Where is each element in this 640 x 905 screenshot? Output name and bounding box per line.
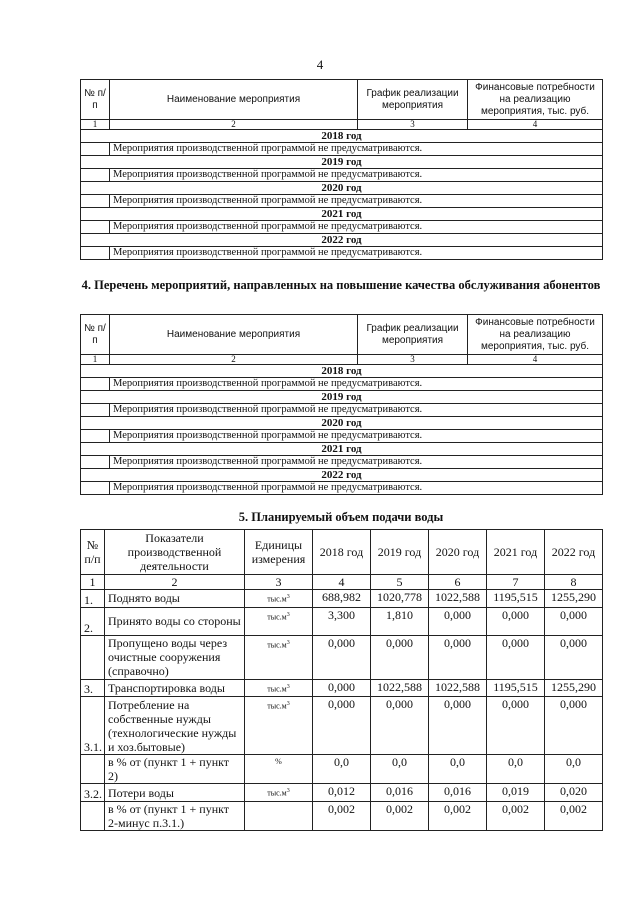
year-header: 2022 год xyxy=(545,530,603,575)
year-row: 2022 год xyxy=(81,234,603,247)
col-finance-header: Финансовые потребности на реализацию мероприятия, тыс. руб. xyxy=(468,80,603,120)
value-cell: 0,000 xyxy=(371,697,429,755)
year-row: 2018 год xyxy=(81,130,603,143)
col-indicator-header: Показатели производственной деятельности xyxy=(105,530,245,575)
year-row: 2021 год xyxy=(81,208,603,221)
table-row xyxy=(81,697,603,755)
unit-label: тыс.м xyxy=(267,684,287,694)
value-cell: 1255,290 xyxy=(545,679,603,697)
measure-row: Мероприятия производственной программой не предусматриваются. xyxy=(110,482,603,495)
year-row: 2019 год xyxy=(81,391,603,404)
value-cell: 0,000 xyxy=(545,697,603,755)
row-number: 3.1. xyxy=(81,697,105,755)
table-row xyxy=(81,607,603,635)
year-row: 2019 год xyxy=(81,156,603,169)
value-cell: 0,0 xyxy=(371,755,429,784)
value-cell: 1022,588 xyxy=(371,679,429,697)
value-cell: 1022,588 xyxy=(429,679,487,697)
measure-row: Мероприятия производственной программой не предусматриваются. xyxy=(110,247,603,260)
measure-row: Мероприятия производственной программой не предусматриваются. xyxy=(110,221,603,234)
indicator-name: Принято воды со стороны xyxy=(105,607,245,635)
row-number: 3.2. xyxy=(81,784,105,802)
water-supply-table xyxy=(80,529,602,831)
index-cell: 2 xyxy=(110,355,358,365)
unit-label: тыс.м xyxy=(267,640,287,650)
value-cell: 1195,515 xyxy=(487,590,545,608)
indicator-name: Пропущено воды через очистные сооружения (справочно) xyxy=(105,635,245,679)
value-cell: 1195,515 xyxy=(487,679,545,697)
unit-label: тыс.м xyxy=(267,594,287,604)
year-header: 2021 год xyxy=(487,530,545,575)
section-5-title: 5. Планируемый объем подачи воды xyxy=(238,510,444,524)
measure-row: Мероприятия производственной программой не предусматриваются. xyxy=(110,143,603,156)
measure-row: Мероприятия производственной программой не предусматриваются. xyxy=(110,169,603,182)
table-row xyxy=(81,679,603,697)
page-number: 4 xyxy=(316,57,324,72)
year-header: 2018 год xyxy=(313,530,371,575)
value-cell: 1022,588 xyxy=(429,590,487,608)
index-cell: 2 xyxy=(110,120,358,130)
value-cell: 0,000 xyxy=(429,635,487,679)
unit-cell: $тыс.м^3$ xyxy=(245,590,313,608)
measures-table-continued xyxy=(80,79,602,260)
table-row xyxy=(81,784,603,802)
value-cell: 0,000 xyxy=(313,697,371,755)
value-cell: 688,982 xyxy=(313,590,371,608)
year-row: 2018 год xyxy=(81,365,603,378)
index-cell: 7 xyxy=(487,575,545,590)
value-cell: 0,019 xyxy=(487,784,545,802)
row-number xyxy=(81,801,105,830)
measure-row: Мероприятия производственной программой не предусматриваются. xyxy=(110,378,603,391)
year-row: 2020 год xyxy=(81,182,603,195)
unit-cell: $тыс.м^3$ xyxy=(245,697,313,755)
year-row: 2022 год xyxy=(81,469,603,482)
value-cell: 0,000 xyxy=(429,607,487,635)
value-cell: 0,0 xyxy=(313,755,371,784)
row-number: 2. xyxy=(81,607,105,635)
indicator-name: в % от (пункт 1 + пункт 2) xyxy=(105,755,245,784)
value-cell: 1020,778 xyxy=(371,590,429,608)
index-cell: 3 xyxy=(245,575,313,590)
value-cell: 0,000 xyxy=(313,635,371,679)
value-cell: 0,000 xyxy=(487,635,545,679)
year-row: 2020 год xyxy=(81,417,603,430)
index-cell: 6 xyxy=(429,575,487,590)
value-cell: 0,012 xyxy=(313,784,371,802)
col-no-header: № п/п xyxy=(81,315,110,355)
indicator-name: Потери воды xyxy=(105,784,245,802)
col-no-header: № п/п xyxy=(81,530,105,575)
value-cell: 0,000 xyxy=(487,697,545,755)
value-cell: 0,002 xyxy=(487,801,545,830)
value-cell: 0,002 xyxy=(429,801,487,830)
col-name-header: Наименование мероприятия xyxy=(110,80,358,120)
quality-measures-table xyxy=(80,314,602,495)
index-cell: 2 xyxy=(105,575,245,590)
year-header: 2020 год xyxy=(429,530,487,575)
table-row xyxy=(81,801,603,830)
value-cell: 0,0 xyxy=(429,755,487,784)
indicator-name: в % от (пункт 1 + пункт 2-минус п.3.1.) xyxy=(105,801,245,830)
row-number: 1. xyxy=(81,590,105,608)
table-row xyxy=(81,635,603,679)
unit-label: тыс.м xyxy=(267,788,287,798)
value-cell: 0,016 xyxy=(371,784,429,802)
index-cell: 8 xyxy=(545,575,603,590)
value-cell: 1255,290 xyxy=(545,590,603,608)
col-schedule-header: График реализации мероприятия xyxy=(358,315,468,355)
value-cell: 0,000 xyxy=(487,607,545,635)
unit-cell: $тыс.м^3$ xyxy=(245,635,313,679)
row-number xyxy=(81,635,105,679)
index-cell: 4 xyxy=(313,575,371,590)
unit-cell: $тыс.м^3$ xyxy=(245,607,313,635)
value-cell: 0,002 xyxy=(545,801,603,830)
unit-label: тыс.м xyxy=(267,701,287,711)
index-cell: 4 xyxy=(468,355,603,365)
indicator-name: Поднято воды xyxy=(105,590,245,608)
value-cell: 0,000 xyxy=(429,697,487,755)
value-cell: 0,002 xyxy=(313,801,371,830)
unit-cell: $тыс.м^3$ xyxy=(245,784,313,802)
index-cell: 1 xyxy=(81,575,105,590)
table-row xyxy=(81,755,603,784)
section-4-title: 4. Перечень мероприятий, направленных на повышение качества обслуживания абонентов xyxy=(81,278,601,292)
index-cell: 1 xyxy=(81,355,110,365)
value-cell: 0,000 xyxy=(545,607,603,635)
measure-row: Мероприятия производственной программой не предусматриваются. xyxy=(110,430,603,443)
unit-cell xyxy=(245,801,313,830)
indicator-name: Транспортировка воды xyxy=(105,679,245,697)
index-cell: 3 xyxy=(358,120,468,130)
value-cell: 0,0 xyxy=(545,755,603,784)
value-cell: 0,000 xyxy=(371,635,429,679)
index-cell: 3 xyxy=(358,355,468,365)
year-header: 2019 год xyxy=(371,530,429,575)
index-cell: 1 xyxy=(81,120,110,130)
value-cell: 0,016 xyxy=(429,784,487,802)
value-cell: 0,002 xyxy=(371,801,429,830)
unit-cell: % xyxy=(245,755,313,784)
index-cell: 5 xyxy=(371,575,429,590)
value-cell: 0,000 xyxy=(313,679,371,697)
measure-row: Мероприятия производственной программой не предусматриваются. xyxy=(110,404,603,417)
measure-row: Мероприятия производственной программой не предусматриваются. xyxy=(110,456,603,469)
year-row: 2021 год xyxy=(81,443,603,456)
table-row xyxy=(81,590,603,608)
measure-row: Мероприятия производственной программой не предусматриваются. xyxy=(110,195,603,208)
col-name-header: Наименование мероприятия xyxy=(110,315,358,355)
value-cell: 0,020 xyxy=(545,784,603,802)
value-cell: 1,810 xyxy=(371,607,429,635)
col-unit-header: Единицы измерения xyxy=(245,530,313,575)
row-number: 3. xyxy=(81,679,105,697)
value-cell: 0,000 xyxy=(545,635,603,679)
col-finance-header: Финансовые потребности на реализацию мероприятия, тыс. руб. xyxy=(468,315,603,355)
value-cell: 3,300 xyxy=(313,607,371,635)
unit-label: тыс.м xyxy=(267,612,287,622)
col-no-header: № п/п xyxy=(81,80,110,120)
index-cell: 4 xyxy=(468,120,603,130)
value-cell: 0,0 xyxy=(487,755,545,784)
col-schedule-header: График реализации мероприятия xyxy=(358,80,468,120)
unit-cell: $тыс.м^3$ xyxy=(245,679,313,697)
row-number xyxy=(81,755,105,784)
indicator-name: Потребление на собственные нужды (технологические нужды и хоз.бытовые) xyxy=(105,697,245,755)
